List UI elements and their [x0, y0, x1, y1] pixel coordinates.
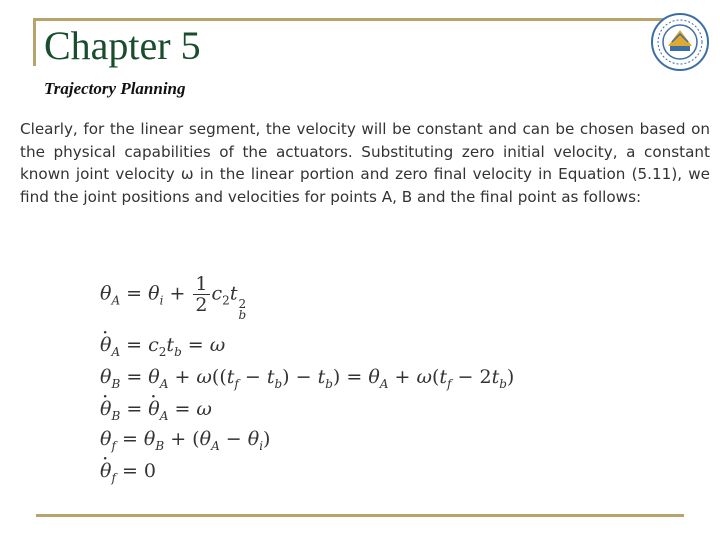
equation-theta-dot-b: · $\theta_B$ = · $\theta_A = \omega$: [100, 398, 212, 423]
equation-theta-dot-f: · $\theta_f = 0$: [100, 460, 156, 485]
left-border-line: [33, 18, 36, 66]
slide-title: Chapter 5: [44, 23, 201, 68]
top-border-line: [33, 18, 673, 21]
university-seal-icon: [650, 12, 710, 72]
equation-theta-a: $\theta_A = \theta_i$ + $\frac{1}{2}$ $c_2t$ 2 b: [100, 273, 247, 322]
equation-theta-f: $\theta_f = \theta_B + (\theta_A - \theta_i)$: [100, 428, 271, 453]
body-paragraph: Clearly, for the linear segment, the velocity will be constant and can be chosen based on the physical capabilities of the actuators. Substituting zero initial velocity, a constant known joint velocity ω in the linear portion and zero final velocity in Equation (5.11), we find the joint positions and velocities for points A, B and the final point as follows:: [20, 120, 710, 206]
equation-theta-dot-a: · $\theta_A = c_2t_b = \omega$: [100, 334, 225, 359]
slide-subtitle: Trajectory Planning: [44, 79, 186, 98]
equation-theta-b: $\theta_B = \theta_A + \omega((t_f - t_b) - t_b) = \theta_A + \omega(t_f - 2t_b)$: [100, 366, 515, 391]
bottom-border-line: [36, 514, 684, 517]
